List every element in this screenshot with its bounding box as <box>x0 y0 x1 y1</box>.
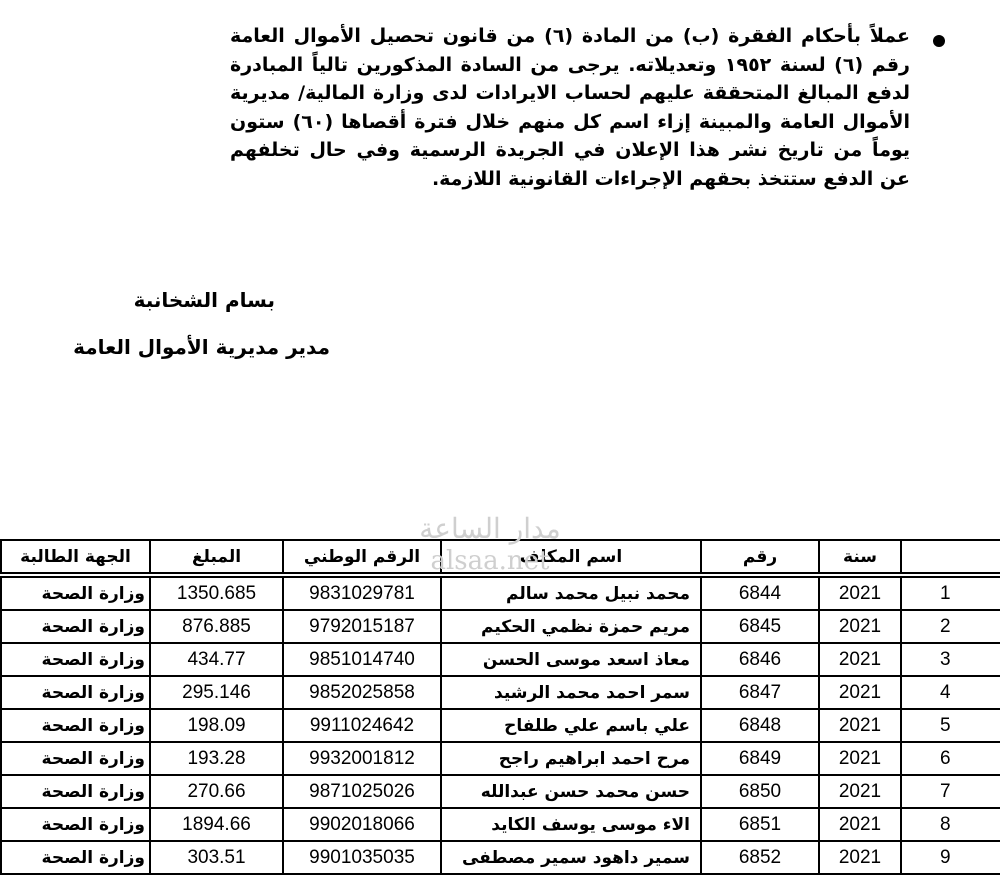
bullet-dot <box>933 35 945 47</box>
table-row <box>1 775 1000 808</box>
cell-name: محمد نبيل محمد سالم <box>441 577 701 610</box>
table-row <box>1 577 1000 610</box>
cell-index: 9 <box>901 841 1000 874</box>
cell-name: مرح احمد ابراهيم راجح <box>441 742 701 775</box>
cell-number: 6849 <box>701 742 819 775</box>
cell-amount: 1894.66 <box>150 808 283 841</box>
cell-agency: وزارة الصحة <box>1 709 150 742</box>
cell-index: 8 <box>901 808 1000 841</box>
header-year: سنة <box>819 540 901 573</box>
cell-amount: 198.09 <box>150 709 283 742</box>
table-row <box>1 841 1000 874</box>
cell-year: 2021 <box>819 742 901 775</box>
cell-index: 1 <box>901 577 1000 610</box>
cell-agency: وزارة الصحة <box>1 808 150 841</box>
cell-national-id: 9902018066 <box>283 808 441 841</box>
cell-year: 2021 <box>819 841 901 874</box>
header-name: اسم المكلف <box>441 540 701 573</box>
cell-index: 6 <box>901 742 1000 775</box>
cell-number: 6848 <box>701 709 819 742</box>
cell-amount: 434.77 <box>150 643 283 676</box>
cell-name: معاذ اسعد موسى الحسن <box>441 643 701 676</box>
table-header-row <box>1 540 1000 573</box>
table-row <box>1 808 1000 841</box>
cell-name: الاء موسى يوسف الكايد <box>441 808 701 841</box>
header-number: رقم <box>701 540 819 573</box>
debtors-table <box>0 539 1000 875</box>
table-row <box>1 742 1000 775</box>
cell-number: 6844 <box>701 577 819 610</box>
cell-number: 6851 <box>701 808 819 841</box>
signatory-name: بسام الشخانبة <box>133 288 275 312</box>
cell-national-id: 9911024642 <box>283 709 441 742</box>
cell-year: 2021 <box>819 643 901 676</box>
cell-national-id: 9831029781 <box>283 577 441 610</box>
table-row <box>1 643 1000 676</box>
header-amount: المبلغ <box>150 540 283 573</box>
cell-agency: وزارة الصحة <box>1 742 150 775</box>
cell-index: 5 <box>901 709 1000 742</box>
cell-agency: وزارة الصحة <box>1 775 150 808</box>
cell-agency: وزارة الصحة <box>1 577 150 610</box>
cell-agency: وزارة الصحة <box>1 643 150 676</box>
cell-name: سمر احمد محمد الرشيد <box>441 676 701 709</box>
cell-amount: 270.66 <box>150 775 283 808</box>
cell-national-id: 9932001812 <box>283 742 441 775</box>
cell-name: علي باسم علي طلفاح <box>441 709 701 742</box>
cell-national-id: 9901035035 <box>283 841 441 874</box>
cell-year: 2021 <box>819 709 901 742</box>
cell-index: 7 <box>901 775 1000 808</box>
signatory-title: مدير مديرية الأموال العامة <box>73 335 330 359</box>
header-national-id: الرقم الوطني <box>283 540 441 573</box>
cell-amount: 1350.685 <box>150 577 283 610</box>
cell-amount: 303.51 <box>150 841 283 874</box>
cell-agency: وزارة الصحة <box>1 610 150 643</box>
cell-amount: 295.146 <box>150 676 283 709</box>
header-index <box>901 540 1000 573</box>
cell-index: 3 <box>901 643 1000 676</box>
cell-agency: وزارة الصحة <box>1 841 150 874</box>
cell-amount: 876.885 <box>150 610 283 643</box>
cell-national-id: 9871025026 <box>283 775 441 808</box>
cell-year: 2021 <box>819 676 901 709</box>
table-row <box>1 676 1000 709</box>
cell-national-id: 9852025858 <box>283 676 441 709</box>
cell-year: 2021 <box>819 577 901 610</box>
cell-name: حسن محمد حسن عبدالله <box>441 775 701 808</box>
cell-national-id: 9851014740 <box>283 643 441 676</box>
table-row <box>1 610 1000 643</box>
header-agency: الجهة الطالبة <box>1 540 150 573</box>
cell-name: سمير داهود سمير مصطفى <box>441 841 701 874</box>
cell-number: 6845 <box>701 610 819 643</box>
cell-number: 6847 <box>701 676 819 709</box>
cell-index: 2 <box>901 610 1000 643</box>
watermark-latin: alsaa.net <box>430 546 550 576</box>
cell-amount: 193.28 <box>150 742 283 775</box>
cell-year: 2021 <box>819 808 901 841</box>
cell-year: 2021 <box>819 610 901 643</box>
cell-index: 4 <box>901 676 1000 709</box>
cell-year: 2021 <box>819 775 901 808</box>
cell-number: 6846 <box>701 643 819 676</box>
watermark-arabic: مدار الساعة <box>419 512 561 545</box>
cell-number: 6850 <box>701 775 819 808</box>
table-row <box>1 709 1000 742</box>
cell-number: 6852 <box>701 841 819 874</box>
cell-name: مريم حمزة نظمي الحكيم <box>441 610 701 643</box>
cell-national-id: 9792015187 <box>283 610 441 643</box>
cell-agency: وزارة الصحة <box>1 676 150 709</box>
notice-paragraph: عملاً بأحكام الفقرة (ب) من المادة (٦) من قانون تحصيل الأموال العامة رقم (٦) لسنة ١٩٥٢ وتعديلاته. يرجى من السادة المذكورين تالياً المبادرة لدفع المبالغ المتحققة عليهم لحساب الايرادات لدى وزارة المالية/ مديرية الأموال العامة والمبينة إزاء اسم كل منهم خلال فترة أقصاها (٦٠) ستون يوماً من تاريخ نشر هذا الإعلان في الجريدة الرسمية وفي حال تخلفهم عن الدفع ستتخذ بحقهم الإجراءات القانونية اللازمة. <box>230 25 910 190</box>
